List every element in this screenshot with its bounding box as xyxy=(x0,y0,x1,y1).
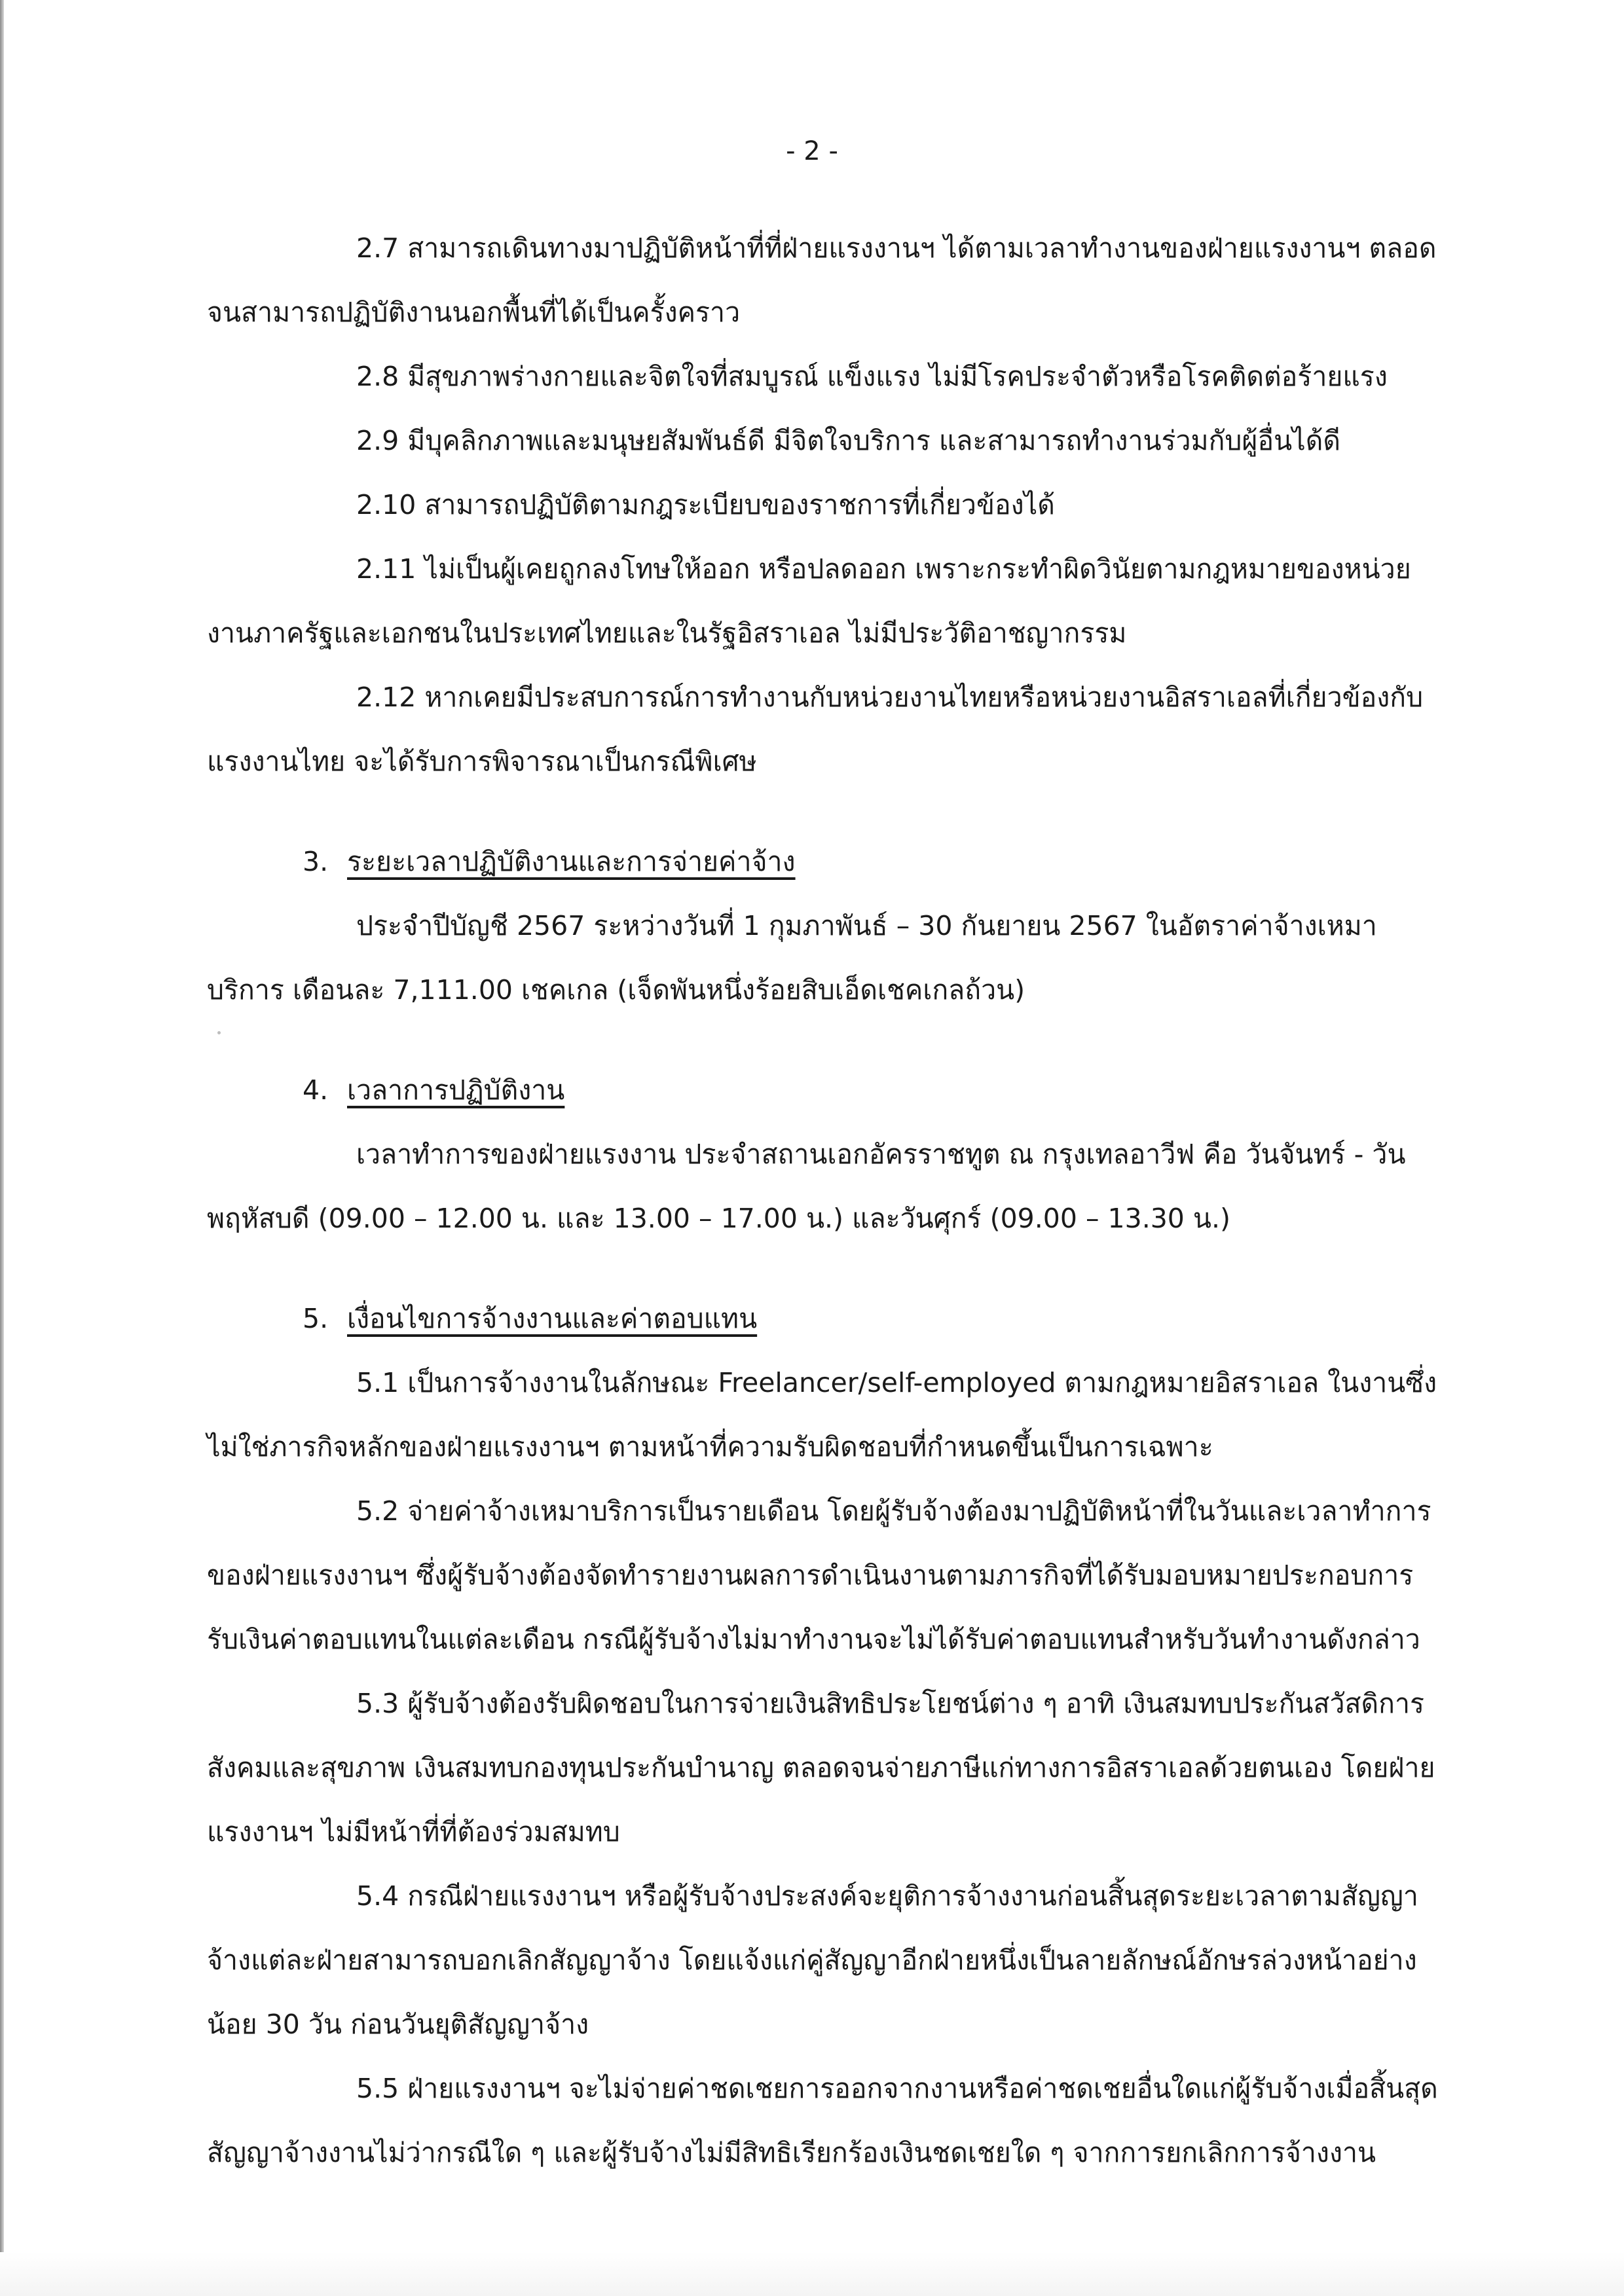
paragraph-2-8: 2.8 มีสุขภาพร่างกายและจิตใจที่สมบูรณ์ แข็งแรง ไม่มีโรคประจำตัวหรือโรคติดต่อร้ายแรง xyxy=(356,361,1388,392)
paragraph-5-5: 5.5 ฝ่ายแรงงานฯ จะไม่จ่ายค่าชดเชยการออกจากงานหรือค่าชดเชยอื่นใดแก่ผู้รับจ้างเมื่อสิ้นสุดสัญญาจ้างงานไม่ว่ากรณีใด ๆ และผู้รับจ้างไม่มีสิทธิเรียกร้องเงินชดเชยใด ๆ จากการยกเลิกการจ้างงาน xyxy=(207,2073,1438,2168)
paragraph-2-7: 2.7 สามารถเดินทางมาปฏิบัติหน้าที่ที่ฝ่ายแรงงานฯ ได้ตามเวลาทำงานของฝ่ายแรงงานฯ ตลอดจนสามารถปฏิบัติงานนอกพื้นที่ได้เป็นครั้งคราว xyxy=(207,232,1437,328)
page-number: - 2 - xyxy=(786,136,838,166)
paragraph-2-9: 2.9 มีบุคลิกภาพและมนุษยสัมพันธ์ดี มีจิตใจบริการ และสามารถทำงานร่วมกับผู้อื่นได้ดี xyxy=(356,425,1340,456)
paragraph-5-1: 5.1 เป็นการจ้างงานในลักษณะ Freelancer/self-employed ตามกฎหมายอิสราเอล ในงานซึ่งไม่ใช่ภารกิจหลักของฝ่ายแรงงานฯ ตามหน้าที่ความรับผิดชอบที่กำหนดขึ้นเป็นการเฉพาะ xyxy=(207,1367,1437,1463)
section-5-title: เงื่อนไขการจ้างงานและค่าตอบแทน xyxy=(347,1303,758,1334)
paragraph-2-12: 2.12 หากเคยมีประสบการณ์การทำงานกับหน่วยงานไทยหรือหน่วยงานอิสราเอลที่เกี่ยวข้องกับแรงงานไทย จะได้รับการพิจารณาเป็นกรณีพิเศษ xyxy=(207,682,1424,777)
paragraph-2-10: 2.10 สามารถปฏิบัติตามกฎระเบียบของราชการที่เกี่ยวข้องได้ xyxy=(356,489,1055,520)
section-3-number: 3. xyxy=(303,846,329,877)
document-body xyxy=(207,216,1438,2185)
scan-bottom-edge xyxy=(0,2252,1624,2296)
section-5-heading xyxy=(207,1286,1438,1351)
section-3-body: ประจำปีบัญชี 2567 ระหว่างวันที่ 1 กุมภาพันธ์ – 30 กันยายน 2567 ในอัตราค่าจ้างเหมาบริการ เดือนละ 7,111.00 เชคเกล (เจ็ดพันหนึ่งร้อยสิบเอ็ดเชคเกลถ้วน) xyxy=(207,910,1377,1006)
paragraph-5-3: 5.3 ผู้รับจ้างต้องรับผิดชอบในการจ่ายเงินสิทธิประโยชน์ต่าง ๆ อาทิ เงินสมทบประกันสวัสดิการสังคมและสุขภาพ เงินสมทบกองทุนประกันบำนาญ ตลอดจนจ่ายภาษีแก่ทางการอิสราเอลด้วยตนเอง โดยฝ่ายแรงงานฯ ไม่มีหน้าที่ที่ต้องร่วมสมทบ xyxy=(207,1688,1435,1848)
section-5-number: 5. xyxy=(303,1303,329,1334)
section-4-body: เวลาทำการของฝ่ายแรงงาน ประจำสถานเอกอัครราชทูต ณ กรุงเทลอาวีฟ คือ วันจันทร์ - วันพฤหัสบดี (09.00 – 12.00 น. และ 13.00 – 17.00 น.) และวันศุกร์ (09.00 – 13.30 น.) xyxy=(207,1139,1406,1234)
scan-left-edge xyxy=(0,0,4,2296)
section-4-heading xyxy=(207,1058,1438,1122)
paragraph-5-2: 5.2 จ่ายค่าจ้างเหมาบริการเป็นรายเดือน โดยผู้รับจ้างต้องมาปฏิบัติหน้าที่ในวันและเวลาทำการของฝ่ายแรงงานฯ ซึ่งผู้รับจ้างต้องจัดทำรายงานผลการดำเนินงานตามภารกิจที่ได้รับมอบหมายประกอบการรับเงินค่าตอบแทนในแต่ละเดือน กรณีผู้รับจ้างไม่มาทำงานจะไม่ได้รับค่าตอบแทนสำหรับวันทำงานดังกล่าว xyxy=(207,1495,1431,1655)
paragraph-5-4: 5.4 กรณีฝ่ายแรงงานฯ หรือผู้รับจ้างประสงค์จะยุติการจ้างงานก่อนสิ้นสุดระยะเวลาตามสัญญาจ้างแต่ละฝ่ายสามารถบอกเลิกสัญญาจ้าง โดยแจ้งแก่คู่สัญญาอีกฝ่ายหนึ่งเป็นลายลักษณ์อักษรล่วงหน้าอย่างน้อย 30 วัน ก่อนวันยุติสัญญาจ้าง xyxy=(207,1880,1418,2040)
section-3-heading xyxy=(207,829,1438,894)
section-4-title: เวลาการปฏิบัติงาน xyxy=(347,1074,565,1106)
section-3-title: ระยะเวลาปฏิบัติงานและการจ่ายค่าจ้าง xyxy=(347,846,796,877)
section-4-number: 4. xyxy=(303,1074,329,1106)
paragraph-2-11: 2.11 ไม่เป็นผู้เคยถูกลงโทษให้ออก หรือปลดออก เพราะกระทำผิดวินัยตามกฎหมายของหน่วยงานภาครัฐและเอกชนในประเทศไทยและในรัฐอิสราเอล ไม่มีประวัติอาชญากรรม xyxy=(207,553,1411,649)
